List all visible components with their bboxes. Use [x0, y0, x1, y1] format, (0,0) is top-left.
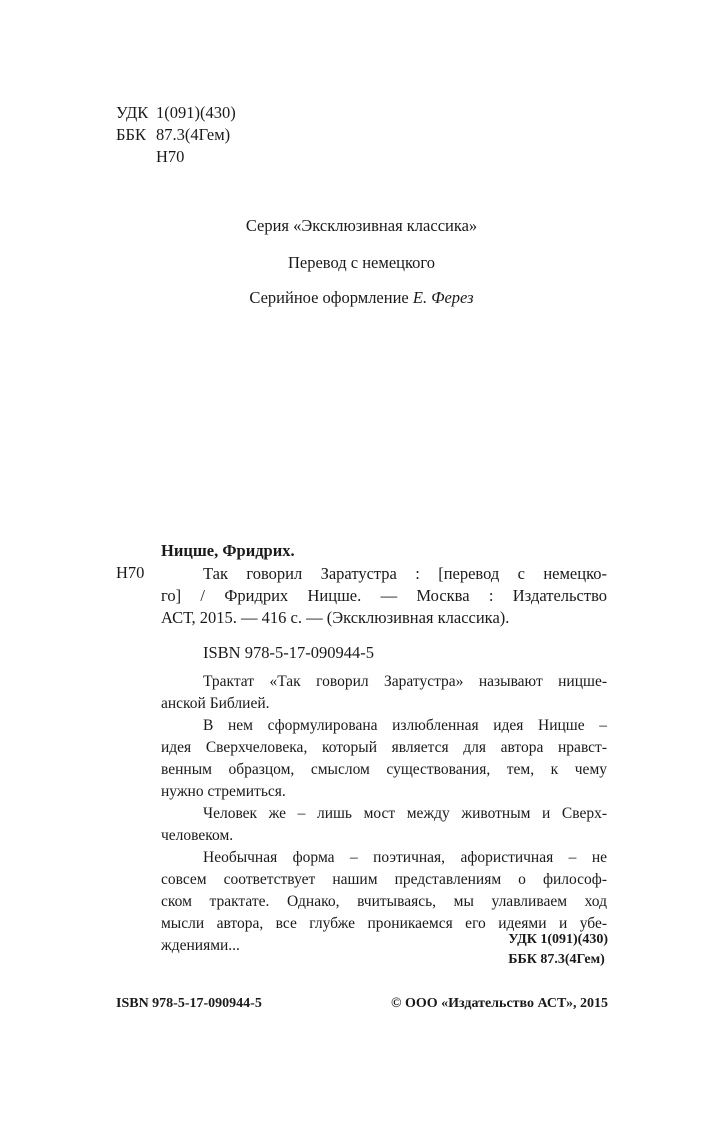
udk-row	[116, 102, 236, 124]
annotation-line: мысли автора, все глубже проникаемся его идеями и убе-	[161, 915, 607, 932]
annotation-line: человеком.	[161, 827, 234, 844]
classification-block	[116, 102, 236, 168]
annotation-line: В нем сформулирована излюбленная идея Ницше –	[203, 717, 607, 734]
author-mark: Н70	[156, 147, 185, 166]
bbk-label: ББК	[116, 125, 146, 144]
isbn-line: ISBN 978-5-17-090944-5	[203, 643, 374, 662]
annotation	[161, 671, 607, 957]
biblio-line: го] / Фридрих Ницше. — Москва : Издательство	[161, 586, 607, 605]
designer-name: Е. Ферез	[412, 288, 474, 307]
bbk-row	[116, 124, 236, 146]
biblio-line: Так говорил Заратустра : [перевод с немецко-	[203, 564, 607, 583]
bbk-value: 87.3(4Гем)	[156, 125, 231, 144]
series-line: Серия «Эксклюзивная классика»	[245, 216, 478, 235]
annotation-line: Человек же – лишь мост между животным и Сверх-	[203, 805, 607, 822]
translation-line: Перевод с немецкого	[287, 253, 436, 272]
annotation-line: ждениями...	[161, 937, 240, 954]
annotation-line: нужно стремиться.	[161, 783, 286, 800]
annotation-line: анской Библией.	[161, 695, 270, 712]
bibliographic-mark: Н70	[116, 563, 145, 582]
footer-isbn: ISBN 978-5-17-090944-5	[116, 996, 262, 1011]
udk-label: УДК	[116, 103, 149, 122]
design-line	[0, 288, 709, 308]
design-prefix: Серийное оформление	[249, 288, 413, 307]
copyright-line: © ООО «Издательство АСТ», 2015	[390, 996, 608, 1011]
annotation-line: Трактат «Так говорил Заратустра» называют ницше-	[203, 673, 607, 690]
annotation-line: идея Сверхчеловека, который является для автора нравст-	[161, 739, 607, 756]
bbk-code-bold: ББК 87.3(4Гем)	[508, 952, 605, 967]
annotation-line: венным образцом, смыслом существования, тем, к чему	[161, 761, 607, 778]
annotation-line: Необычная форма – поэтичная, афористичная – не	[203, 849, 607, 866]
class-codes	[508, 930, 608, 970]
annotation-line: совсем соответствует нашим представлениям о философ-	[161, 871, 607, 888]
udk-value: 1(091)(430)	[156, 103, 236, 122]
bibliographic-description	[161, 563, 607, 629]
author-heading: Ницше, Фридрих.	[161, 541, 295, 560]
udk-code-bold: УДК 1(091)(430)	[508, 932, 608, 947]
biblio-line: АСТ, 2015. — 416 с. — (Эксклюзивная классика).	[161, 608, 510, 627]
annotation-line: ском трактате. Однако, вчитываясь, мы улавливаем ход	[161, 893, 607, 910]
